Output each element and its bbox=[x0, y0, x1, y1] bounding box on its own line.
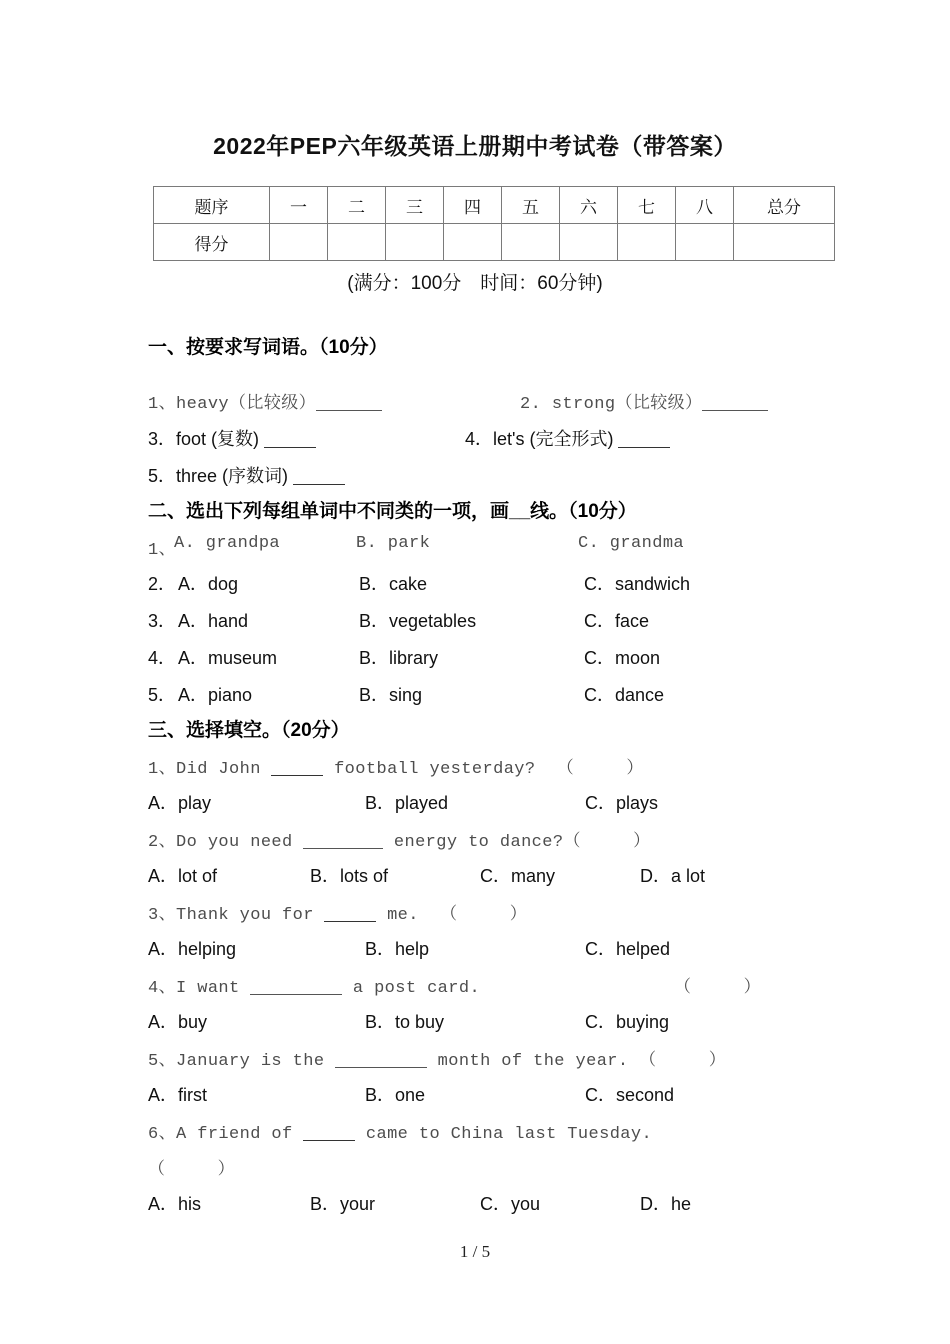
section2-question-1 bbox=[148, 534, 828, 560]
page-title: 2022年PEP六年级英语上册期中考试卷（带答案） bbox=[213, 133, 737, 159]
section3-question-1-stem bbox=[148, 753, 644, 779]
score-cell-1[interactable] bbox=[270, 224, 328, 261]
section3-question-3-stem bbox=[148, 899, 527, 925]
section3-question-3-options bbox=[148, 935, 828, 959]
option-b[interactable]: B．library bbox=[359, 648, 439, 668]
stem-post: energy to dance? bbox=[393, 833, 564, 852]
score-table-col-8: 八 bbox=[676, 187, 734, 224]
item-number: 1、 bbox=[148, 395, 177, 414]
option-c[interactable]: C．many bbox=[480, 866, 556, 886]
item-number: 1、 bbox=[148, 760, 177, 779]
score-table-row-label-score: 得分 bbox=[154, 224, 270, 261]
stem-post: month of the year. bbox=[437, 1052, 629, 1071]
score-cell-8[interactable] bbox=[676, 224, 734, 261]
item-number: 5． bbox=[148, 685, 177, 705]
option-b[interactable]: B. park bbox=[356, 534, 431, 553]
answer-paren[interactable]: （ ） bbox=[674, 979, 761, 998]
option-a[interactable]: A．museum bbox=[178, 648, 278, 668]
answer-blank[interactable] bbox=[303, 848, 383, 849]
score-cell-5[interactable] bbox=[502, 224, 560, 261]
option-a[interactable]: A．helping bbox=[148, 939, 237, 959]
section3-question-5-stem bbox=[148, 1045, 726, 1071]
stem-pre: January is the bbox=[176, 1052, 325, 1071]
score-table-col-2: 二 bbox=[328, 187, 386, 224]
section2-question-3 bbox=[148, 607, 828, 631]
option-b[interactable]: B．sing bbox=[359, 685, 423, 705]
stem-pre: Did John bbox=[176, 760, 261, 779]
section1-item-1 bbox=[148, 388, 382, 414]
item-number: 5、 bbox=[148, 1052, 177, 1071]
section2-question-5 bbox=[148, 681, 828, 705]
section2-question-4 bbox=[148, 644, 828, 668]
option-a[interactable]: A．play bbox=[148, 793, 212, 813]
option-c[interactable]: C．face bbox=[584, 611, 650, 631]
section-heading-2: 二、选出下列每组单词中不同类的一项，画__线。（10分） bbox=[148, 501, 637, 522]
item-text: let's (完全形式) bbox=[493, 429, 614, 449]
option-c[interactable]: C．helped bbox=[585, 939, 671, 959]
option-c[interactable]: C．sandwich bbox=[584, 574, 691, 594]
section3-question-6-options bbox=[148, 1190, 848, 1214]
score-table-col-4: 四 bbox=[444, 187, 502, 224]
score-cell-3[interactable] bbox=[386, 224, 444, 261]
section1-item-5 bbox=[148, 462, 345, 488]
stem-pre: I want bbox=[176, 979, 240, 998]
item-text: three (序数词) bbox=[176, 466, 289, 486]
exam-info-line: (满分：100分 时间：60分钟) bbox=[347, 273, 603, 294]
section3-question-2-options bbox=[148, 862, 848, 886]
section-heading-1: 一、按要求写词语。（10分） bbox=[148, 337, 388, 358]
answer-blank[interactable] bbox=[293, 484, 345, 485]
item-number: 6、 bbox=[148, 1125, 177, 1144]
option-a[interactable]: A．hand bbox=[178, 611, 249, 631]
option-b[interactable]: B．your bbox=[310, 1194, 376, 1214]
stem-pre: Do you need bbox=[176, 833, 293, 852]
stem-post: a post card. bbox=[352, 979, 481, 998]
table-row bbox=[154, 187, 835, 224]
section2-question-2 bbox=[148, 570, 828, 594]
option-b[interactable]: B．lots of bbox=[310, 866, 389, 886]
section-heading-3: 三、选择填空。（20分） bbox=[148, 720, 350, 741]
answer-paren[interactable]: （ ） bbox=[440, 906, 528, 925]
section3-question-4-options bbox=[148, 1008, 828, 1032]
item-number: 2、 bbox=[148, 833, 177, 852]
item-number: 3． bbox=[148, 429, 177, 449]
option-c[interactable]: C．moon bbox=[584, 648, 661, 668]
answer-paren[interactable]: （ ） bbox=[563, 833, 651, 852]
score-table-row-label: 题序 bbox=[154, 187, 270, 224]
option-a[interactable]: A．buy bbox=[148, 1012, 208, 1032]
score-cell-total[interactable] bbox=[734, 224, 835, 261]
option-c[interactable]: C．second bbox=[585, 1085, 675, 1105]
option-c[interactable]: C．dance bbox=[584, 685, 665, 705]
section3-question-1-options bbox=[148, 789, 828, 813]
option-a[interactable]: A．lot of bbox=[148, 866, 218, 886]
stem-post: came to China last Tuesday. bbox=[365, 1125, 653, 1144]
item-number: 3． bbox=[148, 611, 177, 631]
section1-item-4 bbox=[465, 425, 670, 451]
option-d[interactable]: D．he bbox=[640, 1194, 692, 1214]
option-a[interactable]: A．piano bbox=[178, 685, 253, 705]
option-b[interactable]: B．help bbox=[365, 939, 430, 959]
item-text: strong（比较级） bbox=[551, 395, 703, 414]
answer-paren[interactable]: （ ） bbox=[639, 1052, 727, 1071]
item-text: foot (复数) bbox=[176, 429, 260, 449]
option-a[interactable]: A. grandpa bbox=[174, 534, 281, 553]
page-number: 1 / 5 bbox=[459, 1242, 491, 1261]
answer-paren[interactable]: （ ） bbox=[556, 760, 644, 779]
score-table-col-1: 一 bbox=[270, 187, 328, 224]
score-table-total-header: 总分 bbox=[734, 187, 835, 224]
table-row bbox=[154, 224, 835, 261]
option-a[interactable]: A．his bbox=[148, 1194, 202, 1214]
section3-question-6-stem bbox=[148, 1118, 652, 1144]
option-b[interactable]: B．one bbox=[365, 1085, 426, 1105]
section3-question-6-answer-paren[interactable]: （ ） bbox=[148, 1161, 235, 1180]
item-number: 2． bbox=[148, 574, 177, 594]
answer-blank[interactable] bbox=[618, 447, 670, 448]
score-cell-7[interactable] bbox=[618, 224, 676, 261]
item-number: 3、 bbox=[148, 906, 177, 925]
stem-post: football yesterday? bbox=[334, 760, 536, 779]
answer-blank[interactable] bbox=[303, 1140, 355, 1141]
option-b[interactable]: B．vegetables bbox=[359, 611, 477, 631]
score-cell-4[interactable] bbox=[444, 224, 502, 261]
stem-post: me. bbox=[387, 906, 419, 925]
answer-blank[interactable] bbox=[264, 447, 316, 448]
option-b[interactable]: B．played bbox=[365, 793, 449, 813]
option-a[interactable]: A．first bbox=[148, 1085, 208, 1105]
score-table bbox=[153, 186, 835, 261]
score-cell-6[interactable] bbox=[560, 224, 618, 261]
option-d[interactable]: D．a lot bbox=[640, 866, 706, 886]
option-b[interactable]: B．cake bbox=[359, 574, 428, 594]
option-c[interactable]: C．buying bbox=[585, 1012, 670, 1032]
answer-blank[interactable] bbox=[250, 994, 342, 995]
section1-item-2 bbox=[520, 388, 768, 414]
answer-blank[interactable] bbox=[702, 410, 768, 411]
stem-pre: Thank you for bbox=[176, 906, 314, 925]
answer-blank[interactable] bbox=[271, 775, 323, 776]
item-number: 2. bbox=[520, 395, 542, 414]
score-table-col-3: 三 bbox=[386, 187, 444, 224]
item-number: 1、 bbox=[148, 541, 177, 560]
score-table-col-6: 六 bbox=[560, 187, 618, 224]
option-c[interactable]: C．plays bbox=[585, 793, 659, 813]
section3-question-2-stem bbox=[148, 826, 651, 852]
section1-item-3 bbox=[148, 425, 316, 451]
answer-blank[interactable] bbox=[316, 410, 382, 411]
option-c[interactable]: C．you bbox=[480, 1194, 541, 1214]
answer-blank[interactable] bbox=[335, 1067, 427, 1068]
stem-pre: A friend of bbox=[176, 1125, 293, 1144]
score-cell-2[interactable] bbox=[328, 224, 386, 261]
option-b[interactable]: B．to buy bbox=[365, 1012, 445, 1032]
option-a[interactable]: A．dog bbox=[178, 574, 239, 594]
item-number: 4． bbox=[465, 429, 494, 449]
section3-question-4-stem bbox=[148, 972, 848, 998]
item-number: 5． bbox=[148, 466, 177, 486]
item-number: 4． bbox=[148, 648, 177, 668]
item-text: heavy（比较级） bbox=[176, 395, 317, 414]
answer-blank[interactable] bbox=[324, 921, 376, 922]
score-table-col-7: 七 bbox=[618, 187, 676, 224]
score-table-col-5: 五 bbox=[502, 187, 560, 224]
section3-question-5-options bbox=[148, 1081, 828, 1105]
option-c[interactable]: C. grandma bbox=[578, 534, 685, 553]
item-number: 4、 bbox=[148, 979, 177, 998]
